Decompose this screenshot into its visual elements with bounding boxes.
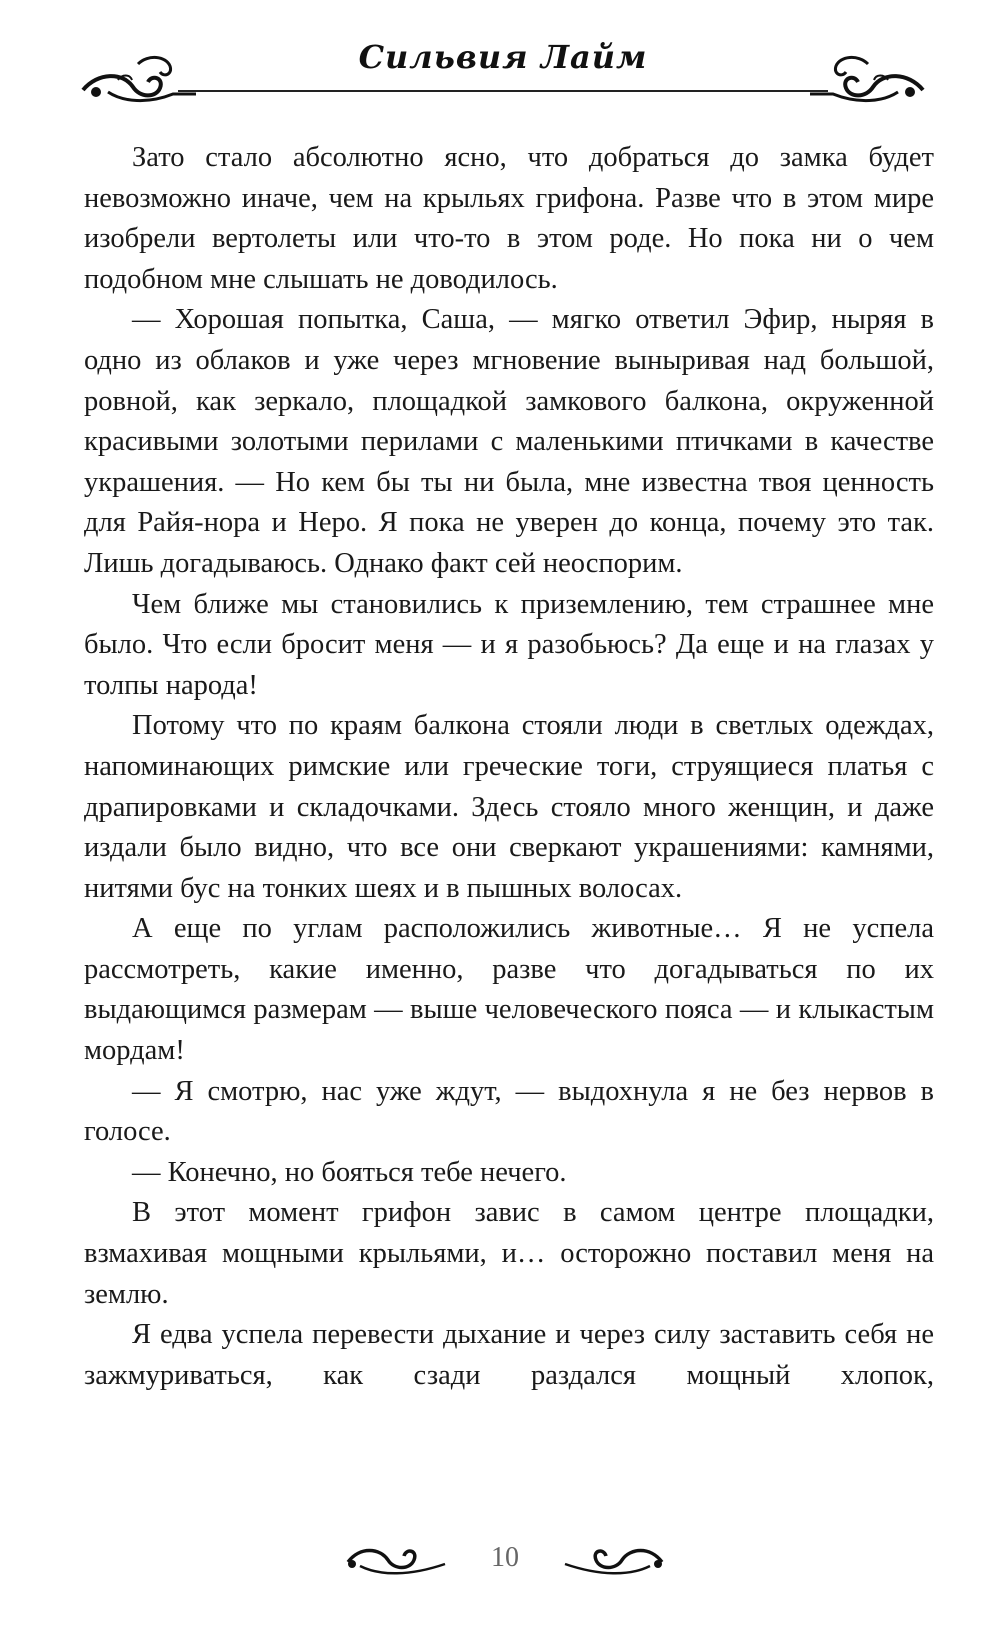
paragraph: А еще по углам расположились животные… Я не успела рассмотреть, какие именно, разве что догадываться по их выдающимся размерам — выше человеческого пояса — и клыкастым мордам! (84, 913, 934, 1067)
ornament-flourish-icon (560, 1536, 670, 1581)
paragraph: — Хорошая попытка, Саша, — мягко ответил Эфир, ныряя в одно из облаков и уже через мгновение выныривая над большой, ровной, как зеркало, площадкой замкового балкона, окруженной красивыми золотыми перилами с маленькими птичками в качестве украшения. — Но кем бы ты ни была, мне известна твоя ценность для Райя-нора и Неро. Я пока не уверен до конца, почему это так. Лишь догадываюсь. Однако факт сей неоспорим. (84, 304, 934, 579)
paragraph: — Конечно, но бояться тебе нечего. (132, 1156, 567, 1188)
paragraph: Я едва успела перевести дыхание и через силу заставить себя не зажмуриваться, как сзади раздался мощный хлопок, (84, 1319, 934, 1391)
paragraph: Потому что по краям балкона стояли люди в светлых одеждах, напоминающих римские или греческие тоги, струящиеся платья с драпировками и складочками. Здесь стояло много женщин, и даже издали было видно, что все они сверкают украшениями: камнями, нитями бус на тонких шеях и в пышных волосах. (84, 710, 934, 904)
page-footer (340, 1530, 670, 1590)
running-header (78, 38, 928, 108)
header-rule (178, 90, 828, 92)
paragraph: Чем ближе мы становились к приземлению, тем страшнее мне было. Что если бросит меня — и я разобьюсь? Да еще и на глазах у толпы народа! (84, 588, 934, 701)
paragraph: В этот момент грифон завис в самом центре площадки, взмахивая мощными крыльями, и… осторожно поставил меня на землю. (84, 1197, 934, 1310)
body-text (84, 138, 934, 1396)
page-title: Сильвия Лайм (358, 38, 648, 76)
page-number: 10 (491, 1542, 519, 1573)
paragraph: Зато стало абсолютно ясно, что добраться до замка будет невозможно иначе, чем на крыльях грифона. Разве что в этом мире изобрели вертолеты или что-то в этом роде. Но пока ни о чем подобном мне слышать не доводилось. (84, 142, 934, 295)
ornament-flourish-icon (808, 52, 928, 107)
paragraph: — Я смотрю, нас уже ждут, — выдохнула я не без нервов в голосе. (84, 1075, 934, 1148)
